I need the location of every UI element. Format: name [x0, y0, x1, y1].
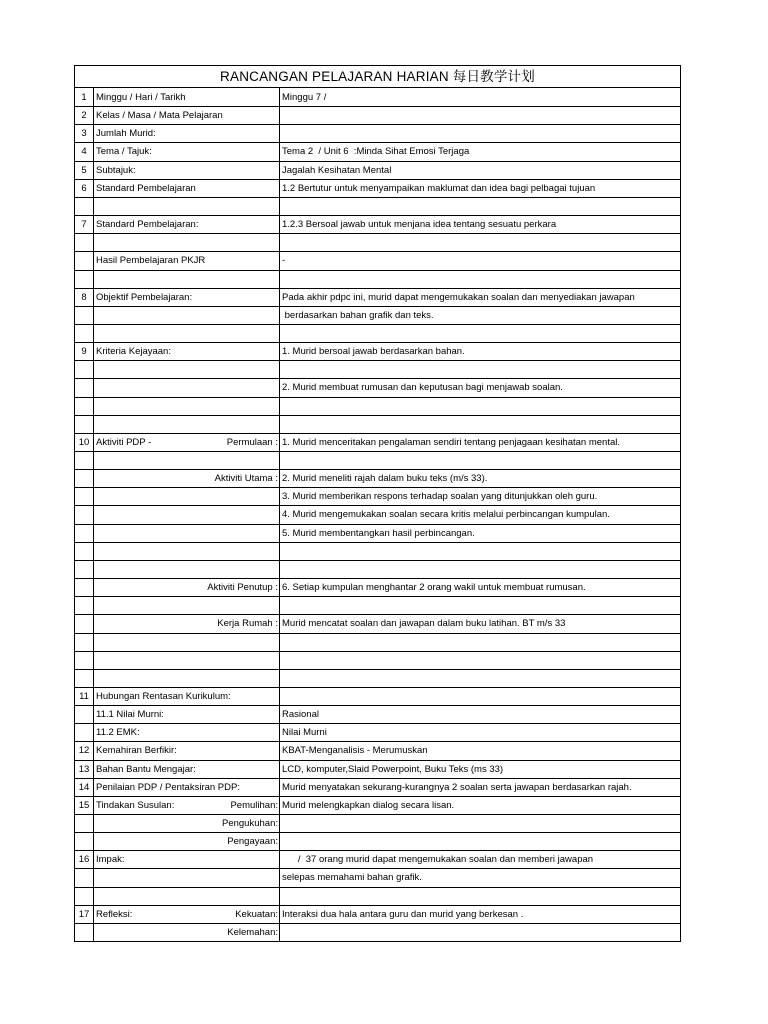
row-divider [75, 560, 680, 561]
row-divider [75, 850, 680, 851]
row-sublabel: Pengukuhan: [222, 818, 278, 829]
row-value: selepas memahami bahan grafik. [282, 872, 422, 884]
row-number: 16 [78, 854, 90, 866]
row-label: 11.2 EMK: [96, 727, 140, 739]
row-number: 12 [78, 745, 90, 757]
row-divider [75, 270, 680, 271]
row-label: Penilaian PDP / Pentaksiran PDP: [96, 781, 240, 793]
row-value: LCD, komputer,Slaid Powerpoint, Buku Teks (ms 33) [282, 763, 504, 775]
row-value: 1. Murid menceritakan pengalaman sendiri tentang penjagaan kesihatan mental. [282, 436, 620, 448]
row-number: 10 [78, 436, 90, 448]
row-divider [75, 596, 680, 597]
row-value: 2. Murid membuat rumusan dan keputusan bagi menjawab soalan. [282, 382, 563, 394]
row-label: Aktiviti PDP - [96, 436, 152, 448]
row-divider [75, 651, 680, 652]
row-label: Standard Pembelajaran: [96, 219, 199, 231]
row-divider [75, 378, 680, 379]
row-value: Jagalah Kesihatan Mental [282, 164, 392, 176]
row-number: 11 [79, 690, 89, 702]
row-number: 17 [78, 908, 90, 920]
row-number: 5 [81, 164, 87, 176]
row-sublabel: Permulaan : [226, 436, 278, 448]
row-sublabel: Kerja Rumah : [217, 618, 278, 630]
row-divider [75, 814, 680, 815]
row-divider [75, 142, 680, 143]
row-value: Tema 2 / Unit 6 :Minda Sihat Emosi Terjaga [282, 146, 470, 158]
row-number: 6 [81, 182, 87, 194]
row-sublabel: Pemulihan: [230, 799, 278, 811]
row-label: Objektif Pembelajaran: [96, 291, 193, 303]
row-divider [75, 760, 680, 761]
row-divider [75, 524, 680, 525]
row-label: Kelas / Masa / Mata Pelajaran [96, 110, 223, 122]
row-label: Hasil Pembelajaran PKJR [96, 255, 206, 267]
row-divider [75, 124, 680, 125]
row-divider [75, 578, 680, 579]
row-divider [75, 505, 680, 506]
row-value: berdasarkan bahan grafik dan teks. [282, 309, 434, 321]
row-value: 3. Murid memberikan respons terhadap soalan yang ditunjukkan oleh guru. [282, 491, 598, 503]
row-divider [75, 469, 680, 470]
row-value: Murid mencatat soalan dan jawapan dalam buku latihan. BT m/s 33 [282, 618, 566, 630]
row-divider [75, 723, 680, 724]
row-value: 6. Setiap kumpulan menghantar 2 orang wakil untuk membuat rumusan. [282, 582, 586, 594]
row-number: 13 [78, 763, 90, 775]
row-divider [75, 342, 680, 343]
row-divider [75, 251, 680, 252]
row-divider [75, 905, 680, 906]
row-divider [75, 451, 680, 452]
row-value: 1.2 Bertutur untuk menyampaikan maklumat dan idea bagi pelbagai tujuan [282, 182, 596, 194]
row-label: Tindakan Susulan: [96, 799, 175, 811]
row-divider [75, 360, 680, 361]
row-value: Nilai Murni [282, 727, 327, 739]
row-divider [75, 433, 680, 434]
row-divider [75, 669, 680, 670]
row-divider [75, 705, 680, 706]
row-divider [75, 179, 680, 180]
row-value: Pada akhir pdpc ini, murid dapat mengemukakan soalan dan menyediakan jawapan [282, 291, 635, 303]
row-number: 7 [81, 219, 87, 231]
row-sublabel: Kekuatan: [235, 908, 278, 920]
row-divider [75, 161, 680, 162]
row-number: 3 [81, 128, 87, 140]
row-number: 2 [81, 110, 87, 122]
row-number: 8 [81, 291, 87, 303]
row-divider [75, 941, 680, 942]
lesson-plan-sheet [74, 65, 681, 942]
row-value: Murid menyatakan sekurang-kurangnya 2 soalan serta jawapan berdasarkan rajah. [282, 781, 632, 793]
row-label: Hubungan Rentasan Kurikulum: [96, 690, 231, 702]
row-divider [75, 778, 680, 779]
row-label: Standard Pembelajaran [96, 182, 196, 194]
row-divider [75, 487, 680, 488]
row-value: 1. Murid bersoal jawab berdasarkan bahan. [282, 346, 465, 358]
row-label: Tema / Tajuk: [96, 146, 152, 158]
row-value: KBAT-Menganalisis - Merumuskan [282, 745, 428, 757]
row-value: / 37 orang murid dapat mengemukakan soalan dan memberi jawapan [282, 854, 594, 866]
row-label: Refleksi: [96, 908, 133, 920]
row-number: 14 [78, 781, 90, 793]
row-value: Rasional [282, 709, 319, 721]
row-sublabel: Pengayaan: [227, 836, 278, 848]
row-divider [75, 106, 680, 107]
row-value: Murid melengkapkan dialog secara lisan. [282, 799, 455, 811]
row-number: 15 [78, 799, 90, 811]
row-divider [75, 542, 680, 543]
row-divider [75, 233, 680, 234]
row-divider [75, 614, 680, 615]
row-divider [75, 887, 680, 888]
row-number: 9 [81, 346, 87, 358]
row-label: Jumlah Murid: [96, 128, 156, 140]
row-label: Subtajuk: [96, 164, 136, 176]
row-label: Bahan Bantu Mengajar: [96, 763, 196, 775]
row-sublabel: Aktiviti Utama : [214, 473, 278, 485]
row-sublabel: Kelemahan: [227, 926, 278, 938]
row-number: 4 [81, 146, 87, 158]
row-label: Kriteria Kejayaan: [96, 346, 171, 358]
row-divider [75, 415, 680, 416]
row-divider [75, 215, 680, 216]
row-number: 1 [81, 92, 87, 103]
row-label: 11.1 Nilai Murni: [96, 709, 164, 721]
row-divider [75, 288, 680, 289]
row-divider [75, 868, 680, 869]
row-label: Minggu / Hari / Tarikh [96, 92, 186, 103]
row-label: Impak: [96, 854, 125, 866]
row-divider [75, 197, 680, 198]
row-value: 5. Murid membentangkan hasil perbincangan. [282, 527, 475, 539]
row-divider [75, 832, 680, 833]
row-divider [75, 687, 680, 688]
row-sublabel: Aktiviti Penutup : [207, 582, 278, 594]
page-title: RANCANGAN PELAJARAN HARIAN 每日教学计划 [75, 66, 680, 88]
row-divider [75, 633, 680, 634]
row-value: 2. Murid meneliti rajah dalam buku teks (m/s 33). [282, 473, 488, 485]
row-value: 4. Murid mengemukakan soalan secara kritis melalui perbincangan kumpulan. [282, 509, 610, 521]
row-divider [75, 306, 680, 307]
row-value: Interaksi dua hala antara guru dan murid yang berkesan . [282, 908, 524, 920]
row-value: Minggu 7 / [282, 92, 327, 103]
row-divider [75, 741, 680, 742]
row-divider [75, 796, 680, 797]
row-value: 1.2.3 Bersoal jawab untuk menjana idea tentang sesuatu perkara [282, 219, 557, 231]
row-divider [75, 923, 680, 924]
row-divider [75, 324, 680, 325]
row-divider [75, 397, 680, 398]
row-value: - [282, 255, 286, 267]
row-label: Kemahiran Berfikir: [96, 745, 177, 757]
